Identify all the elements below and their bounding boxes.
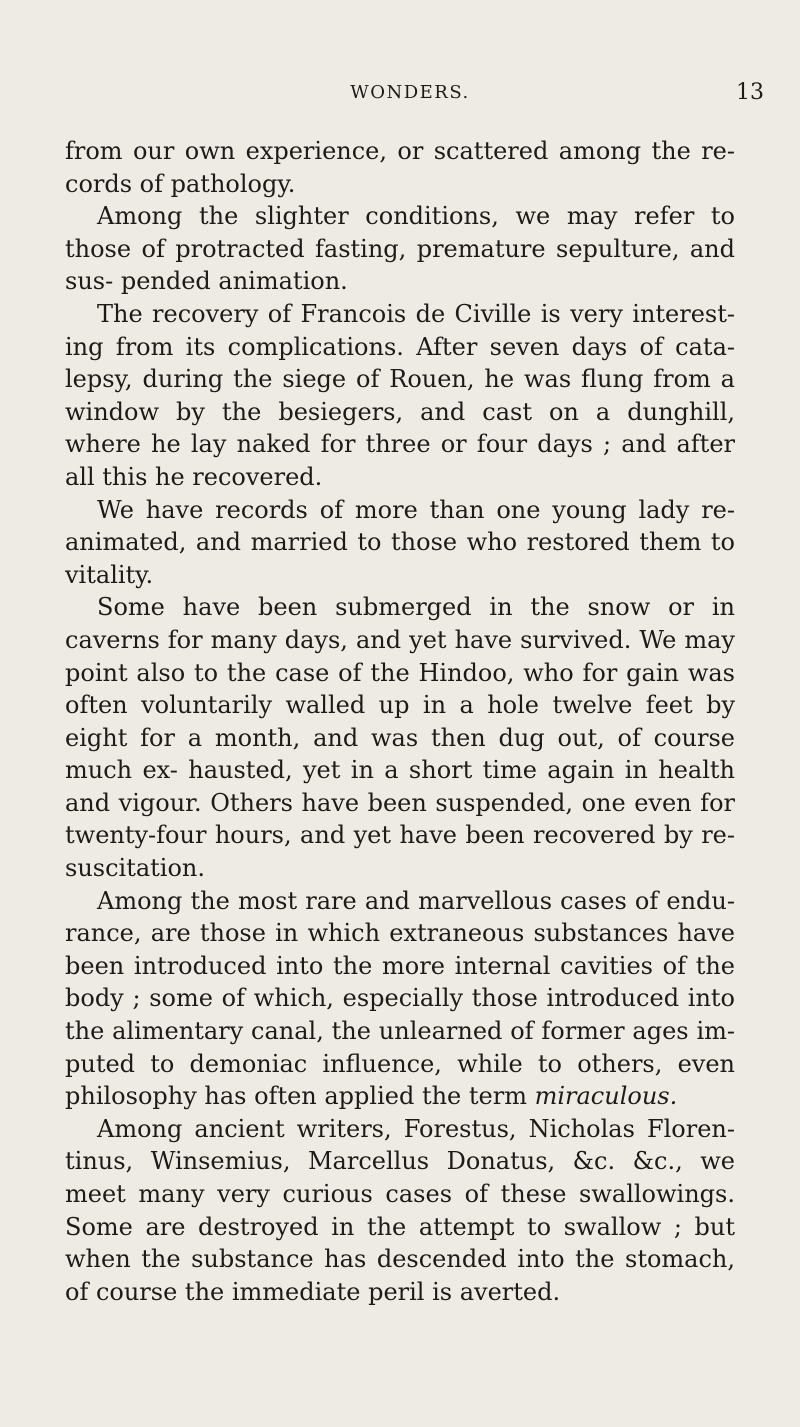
paragraph-ancient-writers: Among ancient writers, Forestus, Nicholas Floren- tinus, Winsemius, Marcellus Donatus, &c. &c., we meet many very curious cases of these swallowings. Some are destroyed in the attempt to swallow ; but when the substance has descended into the stomach, of course the immediate peril is averted. bbox=[65, 1114, 735, 1306]
paragraph-endurance bbox=[65, 885, 735, 1113]
paragraph-slighter-conditions: Among the slighter conditions, we may refer to those of protracted fasting, premature sepulture, and sus- pended animation. bbox=[65, 202, 735, 296]
paragraph-endurance-text: Among the most rare and marvellous cases of endu- rance, are those in which extraneous substances have been introduced into the more internal cavities of the body ; some of which, especially those introduced into the alimentary canal, the unlearned of former ages im- puted to demoniac influence, while to others, even philosophy has often applied the term bbox=[65, 886, 735, 1111]
paragraph-reanimated: We have records of more than one young lady re- animated, and married to those who restored them to vitality. bbox=[65, 495, 735, 589]
paragraph-submerged: Some have been submerged in the snow or in caverns for many days, and yet have survived. We may point also to the case of the Hindoo, who for gain was often voluntarily walled up in a hole twelve feet by eight for a month, and was then dug out, of course much ex- hausted, yet in a short time again in health and vigour. Others have been suspended, one even for twenty-four hours, and yet have been recovered by re- suscitation. bbox=[65, 593, 735, 883]
running-head bbox=[0, 82, 800, 112]
italic-miraculous: miraculous. bbox=[534, 1082, 678, 1111]
running-title: WONDERS. bbox=[350, 82, 470, 103]
body-text bbox=[65, 135, 735, 1308]
page-number: 13 bbox=[736, 80, 764, 105]
paragraph-civille: The recovery of Francois de Civille is very interest- ing from its complications. After seven days of cata- lepsy, during the siege of Rouen, he was flung from a window by the besiegers, and cast on a dunghill, where he lay naked for three or four days ; and after all this he recovered. bbox=[65, 299, 735, 491]
paragraph-continuation: from our own experience, or scattered among the re- cords of pathology. bbox=[65, 137, 735, 198]
